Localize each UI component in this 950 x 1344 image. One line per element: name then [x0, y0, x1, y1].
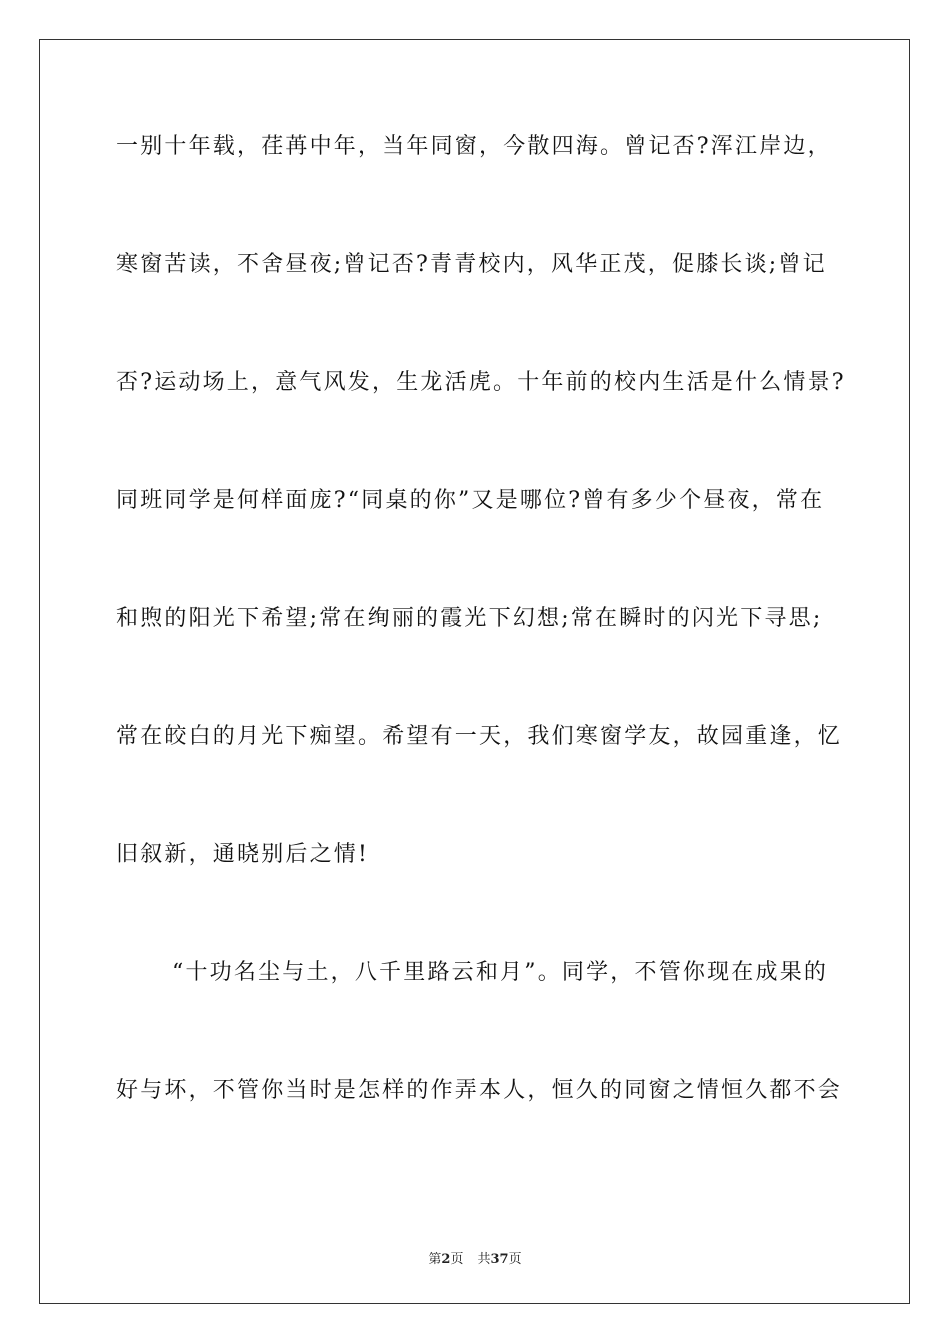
total-prefix: 共 [477, 1252, 491, 1267]
text-line: 同班同学是何样面庞?“同桌的你”又是哪位?曾有多少个昼夜，常在 [116, 488, 825, 513]
text-line: 常在皎白的月光下痴望。希望有一天，我们寒窗学友，故园重逢，忆 [116, 724, 843, 749]
total-pages: 37 [490, 1252, 509, 1267]
total-suffix: 页 [508, 1252, 522, 1267]
text-line: 和煦的阳光下希望;常在绚丽的霞光下幻想;常在瞬时的闪光下寻思; [116, 606, 823, 631]
text-line: 一别十年载，荏苒中年，当年同窗，今散四海。曾记否?浑江岸边， [116, 134, 832, 159]
page-prefix: 第 [428, 1252, 442, 1267]
text-line: 否?运动场上，意气风发，生龙活虎。十年前的校内生活是什么情景? [116, 370, 846, 395]
body-text [116, 122, 846, 1184]
text-line: 旧叙新，通晓别后之情! [116, 842, 370, 867]
page-number: 2 [441, 1252, 451, 1267]
text-line: “十功名尘与土，八千里路云和月”。同学，不管你现在成果的 [172, 960, 829, 985]
text-line: 好与坏，不管你当时是怎样的作弄本人，恒久的同窗之情恒久都不会 [116, 1078, 843, 1103]
page-footer [0, 1248, 950, 1267]
page-suffix: 页 [450, 1252, 464, 1267]
text-line: 寒窗苦读，不舍昼夜;曾记否?青青校内，风华正茂，促膝长谈;曾记 [116, 252, 827, 277]
